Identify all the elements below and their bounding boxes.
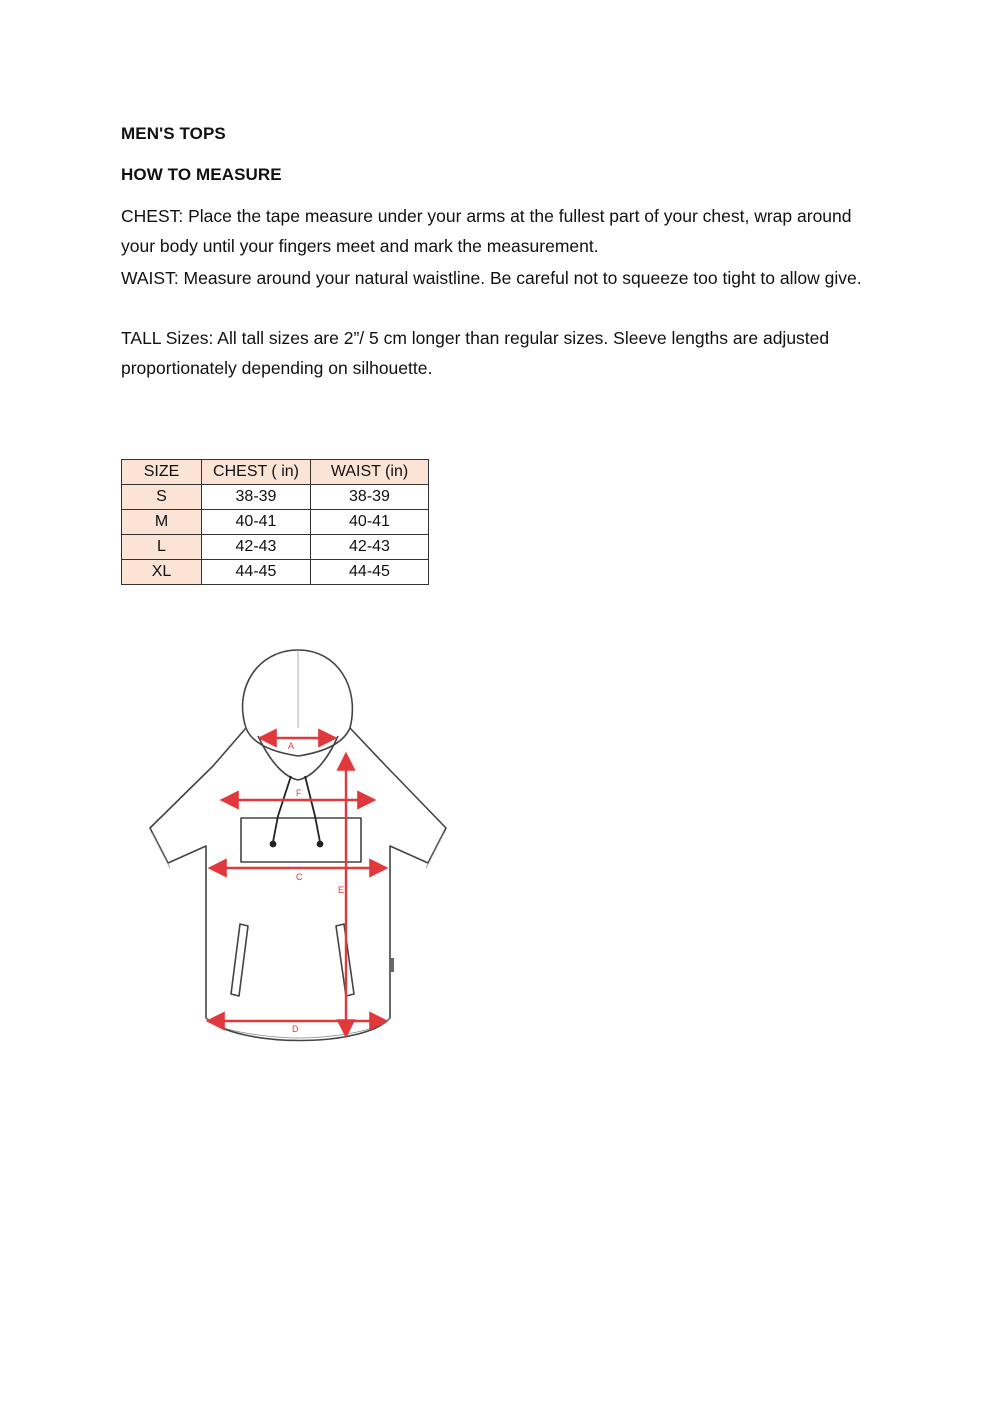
label-d: D: [292, 1024, 299, 1034]
size-cell: M: [122, 510, 202, 535]
size-cell: S: [122, 485, 202, 510]
waist-cell: 44-45: [311, 560, 429, 585]
table-row: [122, 510, 429, 535]
waist-instructions: WAIST: Measure around your natural waistline. Be careful not to squeeze too tight to allow give.: [121, 268, 862, 288]
chest-cell: 42-43: [202, 535, 311, 560]
size-cell: L: [122, 535, 202, 560]
page-title: MEN'S TOPS: [121, 124, 226, 143]
header-chest: CHEST ( in): [202, 460, 311, 485]
table-row: [122, 485, 429, 510]
section-heading: HOW TO MEASURE: [121, 165, 282, 184]
label-a: A: [288, 741, 295, 751]
tall-sizes-note: TALL Sizes: All tall sizes are 2”/ 5 cm longer than regular sizes. Sleeve lengths are adjusted proportionately depending on silhouette.: [121, 328, 830, 378]
waist-cell: 40-41: [311, 510, 429, 535]
size-chart-table: [121, 459, 429, 585]
label-c: C: [296, 872, 303, 882]
table-row: [122, 535, 429, 560]
waist-cell: 42-43: [311, 535, 429, 560]
size-cell: XL: [122, 560, 202, 585]
chest-instructions: CHEST: Place the tape measure under your arms at the fullest part of your chest, wrap around your body until your fingers meet and mark the measurement.: [121, 206, 852, 256]
table-header-row: [122, 460, 429, 485]
hoodie-measurement-diagram: [128, 628, 454, 1068]
label-f: F: [296, 788, 302, 798]
chest-cell: 44-45: [202, 560, 311, 585]
table-row: [122, 560, 429, 585]
chest-cell: 40-41: [202, 510, 311, 535]
label-e: E: [338, 885, 345, 895]
header-size: SIZE: [122, 460, 202, 485]
header-waist: WAIST (in): [311, 460, 429, 485]
waist-cell: 38-39: [311, 485, 429, 510]
chest-cell: 38-39: [202, 485, 311, 510]
